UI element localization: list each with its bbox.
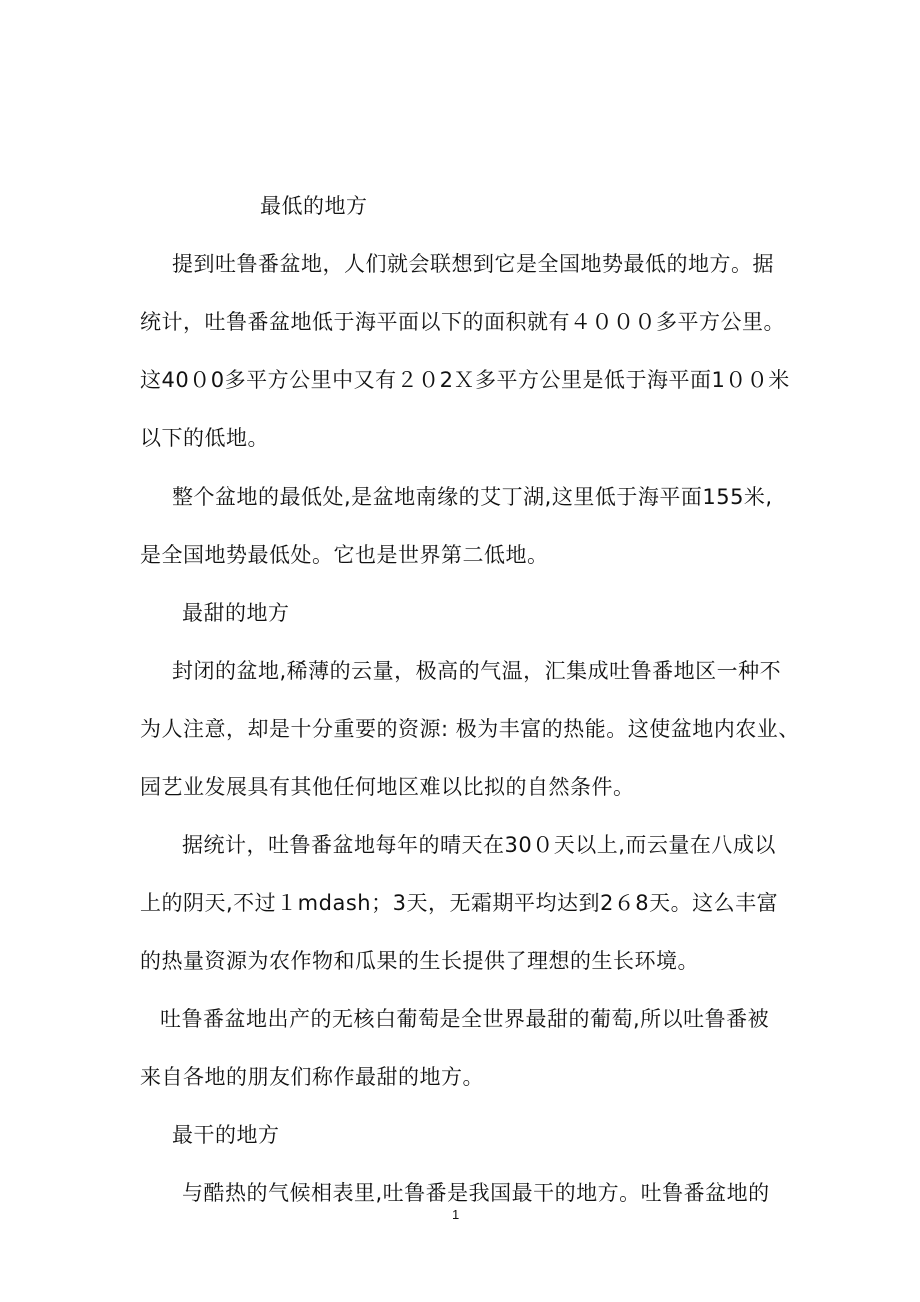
section-heading-lowest: 最低的地方	[260, 194, 368, 218]
paragraph-line: 提到吐鲁番盆地，人们就会联想到它是全国地势最低的地方。据	[172, 252, 774, 276]
paragraph-line: 与酷热的气候相表里,吐鲁番是我国最干的地方。吐鲁番盆地的	[182, 1181, 770, 1205]
paragraph-line: 统计，吐鲁番盆地低于海平面以下的面积就有４０００多平方公里。	[140, 310, 785, 334]
paragraph-line: 整个盆地的最低处,是盆地南缘的艾丁湖,这里低于海平面155米,	[172, 485, 773, 509]
paragraph-line: 据统计，吐鲁番盆地每年的晴天在30０天以上,而云量在八成以	[182, 833, 776, 857]
paragraph-line: 吐鲁番盆地出产的无核白葡萄是全世界最甜的葡萄,所以吐鲁番被	[160, 1007, 770, 1031]
page-number: 1	[452, 1207, 460, 1222]
section-heading-sweetest: 最甜的地方	[182, 601, 290, 625]
paragraph-line: 园艺业发展具有其他任何地区难以比拟的自然条件。	[140, 775, 635, 799]
paragraph-line: 来自各地的朋友们称作最甜的地方。	[140, 1065, 484, 1089]
section-heading-driest: 最干的地方	[172, 1123, 280, 1147]
paragraph-line: 的热量资源为农作物和瓜果的生长提供了理想的生长环境。	[140, 949, 699, 973]
paragraph-line: 以下的低地。	[140, 426, 269, 450]
paragraph-line: 封闭的盆地,稀薄的云量，极高的气温，汇集成吐鲁番地区一种不	[172, 659, 782, 683]
paragraph-line: 上的阴天,不过１mdash；3天，无霜期平均达到2６8天。这么丰富	[140, 891, 779, 915]
paragraph-line: 这40０0多平方公里中又有２０2Ｘ多平方公里是低于海平面1００米	[140, 368, 790, 392]
paragraph-line: 为人注意，却是十分重要的资源: 极为丰富的热能。这使盆地内农业、	[140, 717, 800, 741]
paragraph-line: 是全国地势最低处。它也是世界第二低地。	[140, 543, 549, 567]
